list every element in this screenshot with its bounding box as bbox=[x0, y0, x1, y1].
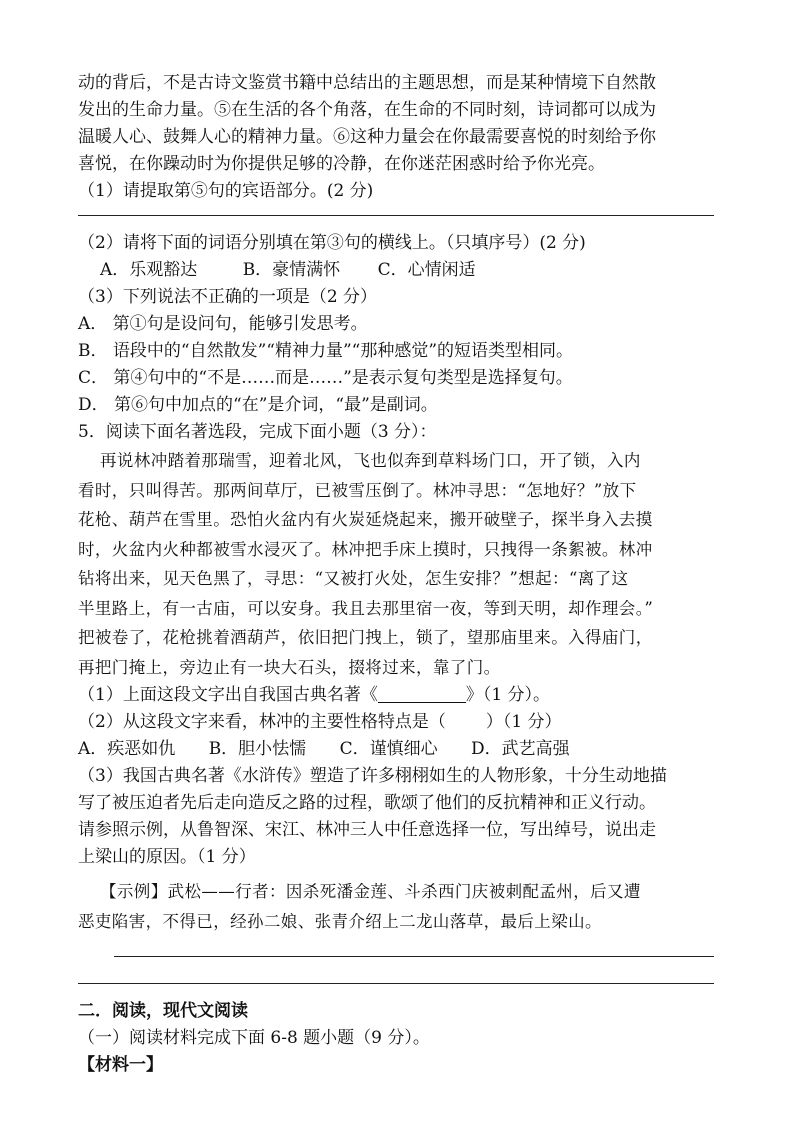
q5-sub1: （1）上面这段文字出自我国古典名著《 》（1 分）。 bbox=[78, 685, 551, 705]
text-line: （3）我国古典名著《水浒传》塑造了许多栩栩如生的人物形象，十分生动地描 bbox=[78, 766, 667, 786]
passage-line: 半里路上，有一古庙，可以安身。我且去那里宿一夜，等到天明，却作理会。” bbox=[78, 598, 654, 618]
q4-sub3: （3）下列说法不正确的一项是（2 分） bbox=[78, 287, 378, 307]
passage-line: 钻将出来，见天色黑了，寻思：“又被打火处，怎生安排？”想起：“离了这 bbox=[78, 569, 629, 588]
material-label: 【材料一】 bbox=[78, 1055, 163, 1075]
q5-title: 5．阅读下面名著选段，完成下面小题（3 分）： bbox=[78, 422, 437, 442]
text-line: 上梁山的原因。（1 分） bbox=[78, 847, 256, 867]
answer-line[interactable] bbox=[78, 215, 714, 216]
text-line: 写了被压迫者先后走向造反之路的过程，歌颂了他们的反抗精神和正义行动。 bbox=[78, 793, 656, 813]
q5-sub2: （2）从这段文字来看，林冲的主要性格特点是（ ）（1 分） bbox=[78, 712, 562, 732]
exam-page bbox=[78, 70, 714, 1079]
passage-line: 花枪、葫芦在雪里。恐怕火盆内有火炭延烧起来，搬开破壁子，探半身入去摸 bbox=[78, 510, 653, 529]
option-a: A．乐观豁达 bbox=[100, 260, 198, 280]
q5-example bbox=[78, 877, 714, 936]
option-b: B．豪情满怀 bbox=[242, 260, 341, 280]
book-title-blank[interactable] bbox=[378, 684, 466, 703]
q4-sub2-options bbox=[78, 257, 714, 284]
q5-sub2-options bbox=[78, 736, 714, 763]
example-line: 【示例】武松——行者：因杀死潘金莲、斗杀西门庆被刺配孟州，后又遭 bbox=[100, 882, 641, 901]
q4-sub1: （1）请提取第⑤句的宾语部分。(2 分) bbox=[78, 181, 374, 201]
q5-sub3 bbox=[78, 763, 714, 871]
passage-line: 看时，只叫得苦。那两间草厅，已被雪压倒了。林冲寻思：“怎地好？”放下 bbox=[78, 480, 637, 500]
option-c: C．谨慎细心 bbox=[339, 739, 438, 759]
q5-passage bbox=[78, 446, 714, 682]
q4-sub3-option-a: A． 第①句是设问句，能够引发思考。 bbox=[78, 314, 368, 334]
text-line: 温暖人心、鼓舞人心的精神力量。⑥这种力量会在你最需要喜悦的时刻给予你 bbox=[78, 127, 656, 147]
option-b: B．胆小怯懦 bbox=[208, 739, 307, 759]
q4-sub3-option-d: D． 第⑥句中加点的“在”是介词，“最”是副词。 bbox=[78, 395, 438, 415]
answer-line[interactable] bbox=[78, 983, 714, 984]
answer-line[interactable] bbox=[114, 956, 714, 957]
q4-sub3-option-c: C． 第④句中的“不是……而是……”是表示复句类型是选择复句。 bbox=[78, 368, 573, 388]
text-line: 请参照示例，从鲁智深、宋江、林冲三人中任意选择一位，写出绰号，说出走 bbox=[78, 820, 656, 840]
passage-line: 再说林冲踏着那瑞雪，迎着北风，飞也似奔到草料场门口，开了锁，入内 bbox=[100, 451, 641, 470]
section-subheading: （一）阅读材料完成下面 6-8 题小题（9 分）。 bbox=[78, 1028, 430, 1048]
continuation-paragraph bbox=[78, 70, 714, 178]
passage-line: 把被卷了，花枪挑着酒葫芦，依旧把门拽上，锁了，望那庙里来。入得庙门， bbox=[78, 628, 653, 647]
q4-sub2: （2）请将下面的词语分别填在第③句的横线上。（只填序号）(2 分) bbox=[78, 233, 586, 253]
text-line: 动的背后，不是古诗文鉴赏书籍中总结出的主题思想，而是某种情境下自然散 bbox=[78, 73, 656, 93]
option-d: D．武艺高强 bbox=[471, 739, 570, 759]
passage-line: 再把门掩上，旁边止有一块大石头，掇将过来，靠了门。 bbox=[78, 657, 501, 677]
text-line: 发出的生命力量。⑤在生活的各个角落，在生命的不同时刻，诗词都可以成为 bbox=[78, 100, 656, 120]
option-c: C．心情闲适 bbox=[377, 260, 476, 280]
example-line: 恶吏陷害，不得已，经孙二娘、张青介绍上二龙山落草，最后上梁山。 bbox=[78, 911, 602, 931]
q4-sub3-option-b: B． 语段中的“自然散发”“精神力量”“那种感觉”的短语类型相同。 bbox=[78, 341, 574, 361]
text-line: 喜悦，在你躁动时为你提供足够的冷静，在你迷茫困惑时给予你光亮。 bbox=[78, 154, 605, 174]
passage-line: 时，火盆内火种都被雪水浸灭了。林冲把手床上摸时，只拽得一条絮被。林冲 bbox=[78, 539, 653, 559]
section-heading: 二．阅读，现代文阅读 bbox=[78, 1001, 248, 1021]
option-a: A．疾恶如仇 bbox=[78, 739, 176, 759]
